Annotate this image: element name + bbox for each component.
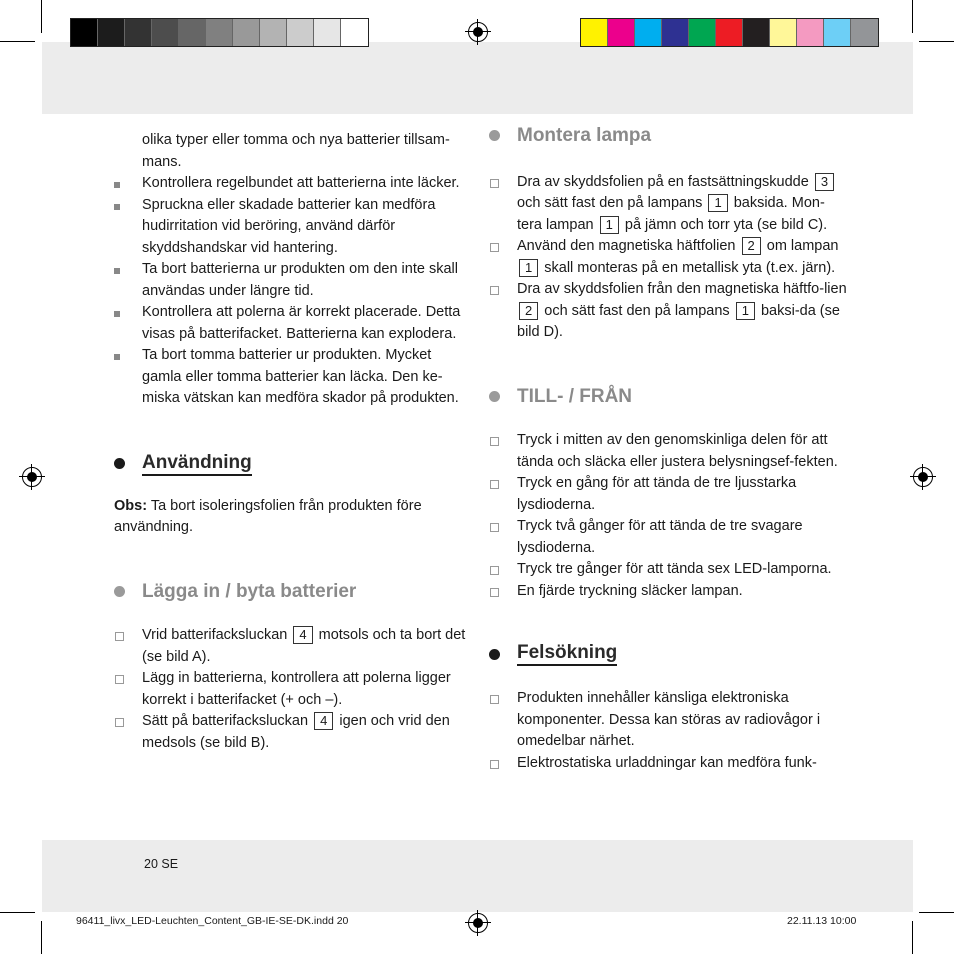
registration-mark-icon bbox=[913, 467, 933, 487]
crop-mark bbox=[912, 0, 913, 33]
process-color-swatch bbox=[797, 19, 824, 46]
list-item: Tryck två gånger för att tända de tre svagare lysdioderna. bbox=[489, 516, 849, 559]
page-number: 20 SE bbox=[144, 857, 179, 871]
checkbox-bullet-icon bbox=[115, 718, 124, 727]
continued-text: olika typer eller tomma och nya batterier tillsam-mans. bbox=[142, 132, 450, 170]
section-heading-batteries: Lägga in / byta batterier bbox=[114, 581, 474, 603]
right-column bbox=[489, 125, 849, 774]
checkbox-bullet-icon bbox=[115, 632, 124, 641]
process-color-swatch bbox=[662, 19, 689, 46]
list-item: Tryck en gång för att tända de tre ljusstarka lysdioderna. bbox=[489, 473, 849, 516]
battery-warnings-list bbox=[114, 173, 474, 410]
grayscale-swatch bbox=[314, 19, 341, 46]
checkbox-bullet-icon bbox=[490, 243, 499, 252]
part-reference: 4 bbox=[293, 626, 312, 644]
part-reference: 1 bbox=[736, 302, 755, 320]
top-gray-band bbox=[42, 42, 913, 114]
registration-mark-icon bbox=[468, 22, 488, 42]
checkbox-bullet-icon bbox=[490, 523, 499, 532]
process-color-swatch bbox=[608, 19, 635, 46]
square-bullet-icon bbox=[114, 182, 120, 188]
bottom-gray-band bbox=[42, 840, 913, 912]
process-color-swatch bbox=[689, 19, 716, 46]
registration-mark-icon bbox=[22, 467, 42, 487]
process-color-swatch bbox=[716, 19, 743, 46]
list-item: Ta bort tomma batterier ur produkten. Mycket gamla eller tomma batterier kan läcka. Den ke-miska vätskan kan medföra skador på produkten. bbox=[114, 345, 474, 410]
checkbox-bullet-icon bbox=[115, 675, 124, 684]
process-color-swatch bbox=[743, 19, 770, 46]
process-color-bar bbox=[580, 18, 879, 47]
registration-mark-icon bbox=[468, 913, 488, 933]
battery-steps-list bbox=[114, 625, 474, 754]
list-item: Lägg in batterierna, kontrollera att polerna ligger korrekt i batterifacket (+ och –). bbox=[114, 668, 474, 711]
list-item: Använd den magnetiska häftfolien 2 om lampan 1 skall monteras på en metallisk yta (t.ex. järn). bbox=[489, 236, 849, 279]
troubleshooting-list bbox=[489, 688, 849, 774]
list-item: En fjärde tryckning släcker lampan. bbox=[489, 581, 849, 603]
grayscale-swatch bbox=[98, 19, 125, 46]
grayscale-swatch bbox=[206, 19, 233, 46]
file-slug: 96411_livx_LED-Leuchten_Content_GB-IE-SE-DK.indd 20 bbox=[76, 915, 349, 927]
section-heading-onoff: TILL- / FRÅN bbox=[489, 386, 849, 408]
obs-label: Obs: bbox=[114, 497, 148, 514]
list-item: Spruckna eller skadade batterier kan medföra hudirritation vid beröring, använd därför skyddshandskar vid hantering. bbox=[114, 195, 474, 260]
checkbox-bullet-icon bbox=[490, 437, 499, 446]
process-color-swatch bbox=[824, 19, 851, 46]
section-heading-mount: Montera lampa bbox=[489, 125, 849, 147]
crop-mark bbox=[41, 921, 42, 954]
part-reference: 4 bbox=[314, 712, 333, 730]
section-heading-troubleshooting: Felsökning bbox=[489, 642, 849, 666]
crop-mark bbox=[919, 41, 954, 42]
checkbox-bullet-icon bbox=[490, 286, 499, 295]
left-column bbox=[114, 130, 474, 754]
list-item: Kontrollera att polerna är korrekt placerade. Detta visas på batterifacket. Batterierna kan explodera. bbox=[114, 302, 474, 345]
section-heading-use: Användning bbox=[114, 452, 474, 476]
checkbox-bullet-icon bbox=[490, 566, 499, 575]
crop-mark bbox=[0, 912, 35, 913]
process-color-swatch bbox=[851, 19, 878, 46]
process-color-swatch bbox=[581, 19, 608, 46]
bullet-dot-icon bbox=[489, 649, 500, 660]
list-item: Elektrostatiska urladdningar kan medföra funk- bbox=[489, 753, 849, 775]
list-item: Ta bort batterierna ur produkten om den inte skall användas under längre tid. bbox=[114, 259, 474, 302]
checkbox-bullet-icon bbox=[490, 480, 499, 489]
checkbox-bullet-icon bbox=[490, 695, 499, 704]
square-bullet-icon bbox=[114, 354, 120, 360]
list-item: Tryck i mitten av den genomskinliga delen för att tända och släcka eller justera belysningsef-fekten. bbox=[489, 430, 849, 473]
part-reference: 1 bbox=[519, 259, 538, 277]
part-reference: 2 bbox=[519, 302, 538, 320]
crop-mark bbox=[41, 0, 42, 33]
part-reference: 3 bbox=[815, 173, 834, 191]
list-item: Sätt på batterifacksluckan 4 igen och vrid den medsols (se bild B). bbox=[114, 711, 474, 754]
list-item: Tryck tre gånger för att tända sex LED-lamporna. bbox=[489, 559, 849, 581]
grayscale-swatch bbox=[341, 19, 368, 46]
grayscale-swatch bbox=[179, 19, 206, 46]
list-item: Produkten innehåller känsliga elektroniska komponenter. Dessa kan störas av radiovågor i omedelbar närhet. bbox=[489, 688, 849, 753]
list-item: Dra av skyddsfolien från den magnetiska häftfo-lien 2 och sätt fast den på lampans 1 baksi-da (se bild D). bbox=[489, 279, 849, 344]
obs-note bbox=[114, 496, 474, 539]
grayscale-swatch bbox=[152, 19, 179, 46]
square-bullet-icon bbox=[114, 268, 120, 274]
square-bullet-icon bbox=[114, 204, 120, 210]
checkbox-bullet-icon bbox=[490, 588, 499, 597]
grayscale-swatch bbox=[260, 19, 287, 46]
list-item: Vrid batterifacksluckan 4 motsols och ta bort det (se bild A). bbox=[114, 625, 474, 668]
onoff-steps-list bbox=[489, 430, 849, 602]
bullet-dot-icon bbox=[489, 391, 500, 402]
grayscale-swatch bbox=[233, 19, 260, 46]
bullet-dot-icon bbox=[114, 458, 125, 469]
grayscale-swatch bbox=[71, 19, 98, 46]
checkbox-bullet-icon bbox=[490, 179, 499, 188]
crop-mark bbox=[912, 921, 913, 954]
process-color-swatch bbox=[635, 19, 662, 46]
bullet-dot-icon bbox=[489, 130, 500, 141]
process-color-swatch bbox=[770, 19, 797, 46]
square-bullet-icon bbox=[114, 311, 120, 317]
checkbox-bullet-icon bbox=[490, 760, 499, 769]
part-reference: 1 bbox=[708, 194, 727, 212]
grayscale-swatch bbox=[287, 19, 314, 46]
crop-mark bbox=[0, 41, 35, 42]
print-timestamp: 22.11.13 10:00 bbox=[787, 915, 857, 927]
grayscale-swatch bbox=[125, 19, 152, 46]
crop-mark bbox=[919, 912, 954, 913]
part-reference: 1 bbox=[600, 216, 619, 234]
grayscale-color-bar bbox=[70, 18, 369, 47]
bullet-dot-icon bbox=[114, 586, 125, 597]
list-item: Kontrollera regelbundet att batterierna inte läcker. bbox=[114, 173, 474, 195]
list-item: Dra av skyddsfolien på en fastsättningskudde 3 och sätt fast den på lampans 1 baksida. Mon-tera lampan 1 på jämn och torr yta (se bild C). bbox=[489, 172, 849, 237]
obs-text: Ta bort isoleringsfolien från produkten före användning. bbox=[114, 497, 422, 535]
mount-steps-list bbox=[489, 172, 849, 344]
part-reference: 2 bbox=[742, 237, 761, 255]
